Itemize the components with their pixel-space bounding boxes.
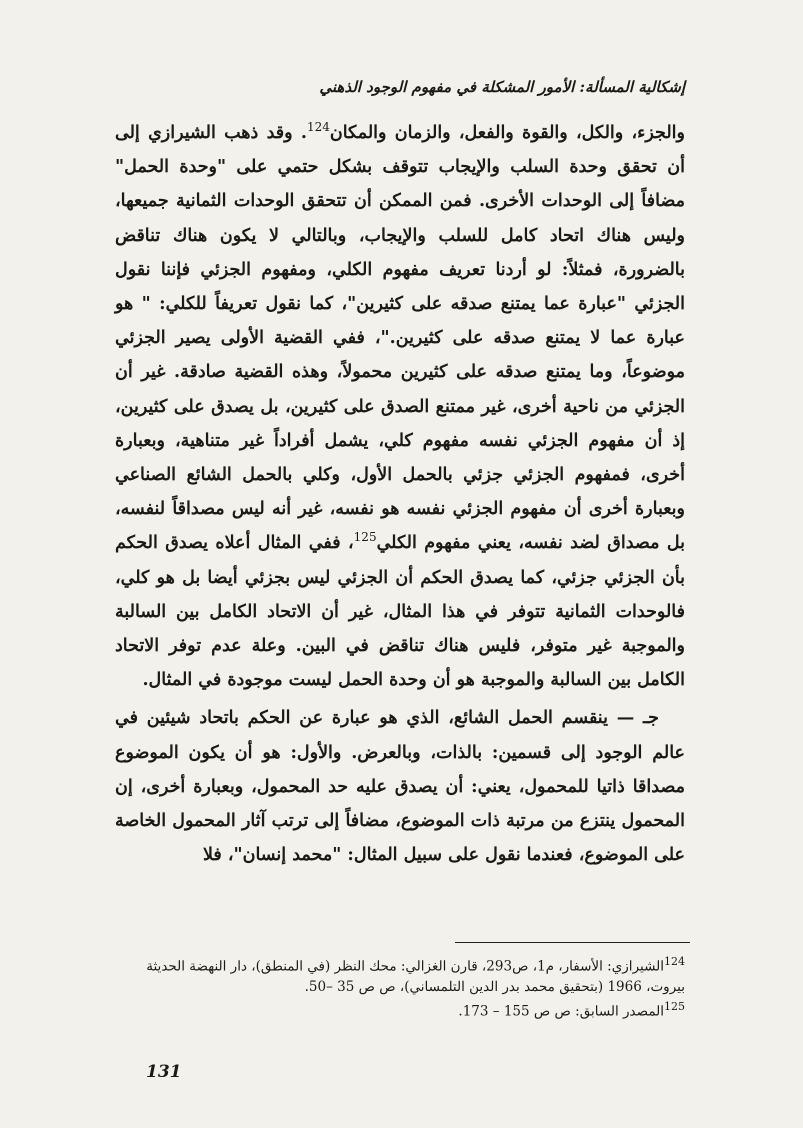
footnote-124 (115, 952, 685, 997)
footnotes (115, 952, 685, 1021)
footnote-text: الشيرازي: الأسفار، م1، ص293، قارن الغزالي: محك النظر (في المنطق)، دار النهضة الحديثة بيروت، 1966 (بتحقيق محمد بدر الدين التلمساني)، ص ص 35 –50. (146, 958, 685, 995)
footnote-number: 125 (664, 999, 685, 1013)
paragraph-1 (115, 116, 685, 697)
page-number: 131 (146, 1062, 182, 1082)
body-text (115, 116, 685, 872)
paragraph-1-middle: . وقد ذهب الشيرازي إلى أن تحقق وحدة السلب والإيجاب تتوقف بشكل حتمي على "وحدة الحمل" مضافاً إلى الوحدات الأخرى. فمن الممكن أن تتحقق الوحدات الثمانية جميعها، وليس هناك اتحاد كامل للسلب والإيجاب، وبالتالي لا يكون هناك تناقض بالضرورة، فمثلاً: لو أردنا تعريف مفهوم الكلي، ومفهوم الجزئي فإننا نقول الجزئي "عبارة عما يمتنع صدقه على كثيرين"، كما نقول تعريفاً للكلي: " هو عبارة عما لا يمتنع صدقه على كثيرين."، ففي القضية الأولى يصير الجزئي موضوعاً، وما يمتنع صدقه على كثيرين محمولاً، وهذه القضية صادقة. غير أن الجزئي من ناحية أخرى، غير ممتنع الصدق على كثيرين، بل يصدق على كثيرين، إذ أن مفهوم الجزئي نفسه مفهوم كلي، يشمل أفراداً غير متناهية، وبعبارة أخرى، فمفهوم الجزئي جزئي بالحمل الأول، وكلي بالحمل الشائع الصناعي وبعبارة أخرى أن مفهوم الجزئي نفسه هو نفسه، غير أنه ليس مصداقاً لنفسه، بل مصداق لضد نفسه، يعني مفهوم الكلي (115, 123, 685, 554)
paragraph-1-end: ، ففي المثال أعلاه يصدق الحكم بأن الجزئي جزئي، كما يصدق الحكم أن الجزئي ليس بجزئي أيضا بل هو كلي، فالوحدات الثمانية تتوفر في هذا المثال، غير أن الاتحاد الكامل بين السالبة والموجبة غير متوفر، فليس هناك تناقض في البين. وعلة عدم توفر الاتحاد الكامل بين السالبة والموجبة هو أن وحدة الحمل ليست موجودة في المثال. (115, 533, 685, 691)
running-head: إشكالية المسألة: الأمور المشكلة في مفهوم الوجود الذهني (319, 78, 685, 96)
footnote-number: 124 (664, 955, 685, 968)
paragraph-1-start: والجزء، والكل، والقوة والفعل، والزمان والمكان (329, 123, 685, 143)
footnote-divider (455, 942, 690, 943)
footnote-ref-124[interactable]: 124 (306, 120, 330, 135)
footnote-ref-125[interactable]: 125 (353, 530, 377, 545)
paragraph-2: جـ — ينقسم الحمل الشائع، الذي هو عبارة عن الحكم باتحاد شيئين في عالم الوجود إلى قسمين: بالذات، وبالعرض. والأول: هو أن يكون الموضوع مصداقا ذاتيا للمحمول، يعني: أن يصدق عليه حد المحمول، وبعبارة أخرى، إن المحمول ينتزع من مرتبة ذات الموضوع، مضافاً إلى ترتب آثار المحمول الخاصة على الموضوع، فعندما نقول على سبيل المثال: "محمد إنسان"، فلا (115, 708, 685, 866)
footnote-125 (115, 997, 685, 1022)
footnote-text: المصدر السابق: ص ص 155 – 173. (458, 1003, 664, 1019)
